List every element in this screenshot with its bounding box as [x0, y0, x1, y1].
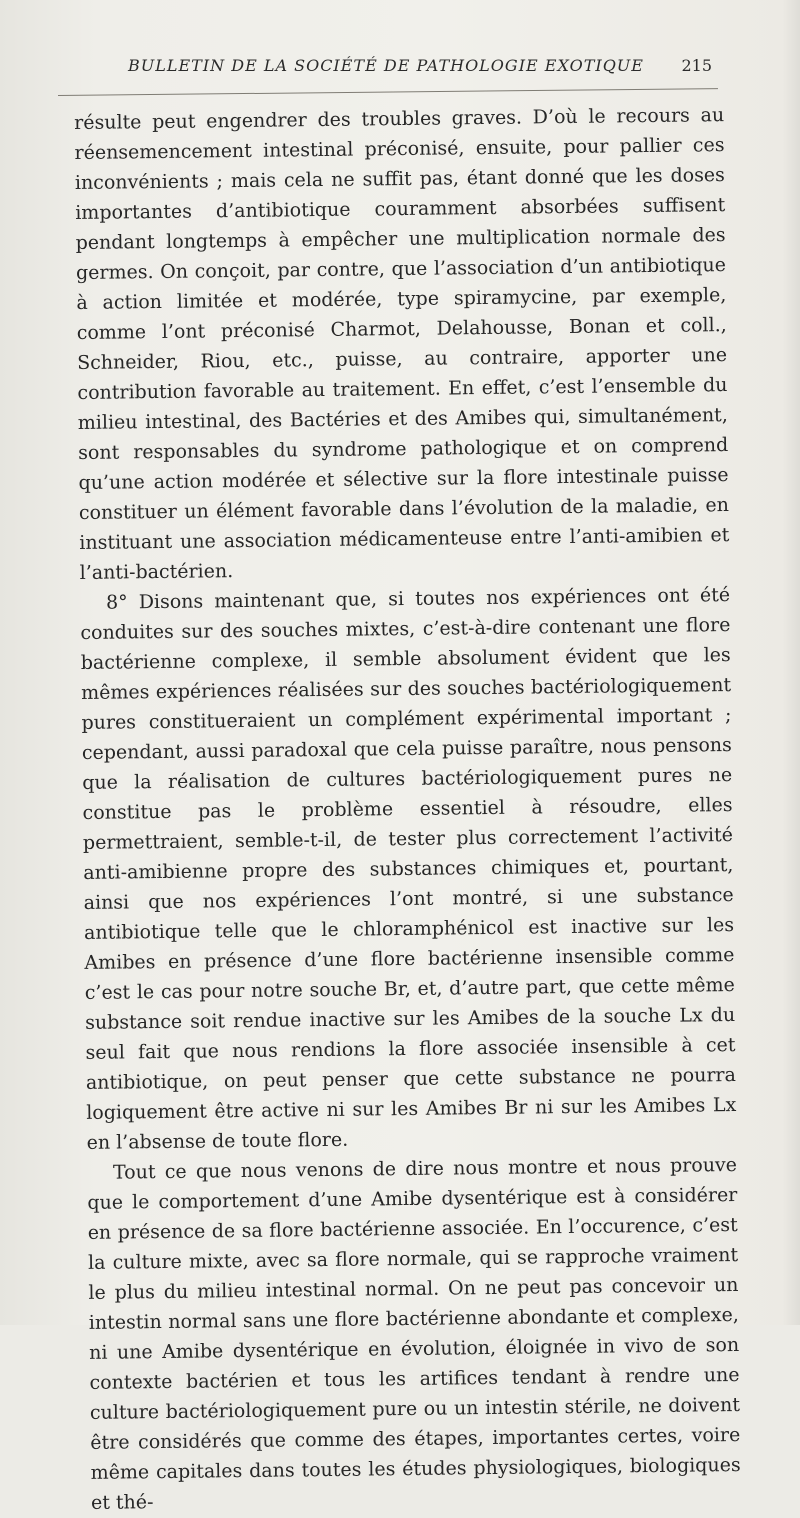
running-title: BULLETIN DE LA SOCIÉTÉ DE PATHOLOGIE EXOTIQUE: [128, 56, 644, 75]
paragraph-1: résulte peut engendrer des troubles graves. D’où le recours au réensemencement intestinal préconisé, ensuite, pour pallier ces inconvénients ; mais cela ne suffit pas, étant donné que les doses importantes d’antibiotique couramment absorbées suffisent pendant longtemps à empêcher une multiplication normale des germes. On conçoit, par contre, que l’association d’un antibiotique à action limitée et modérée, type spiramycine, par exemple, comme l’ont préconisé Charmot, Delahousse, Bonan et coll., Schneider, Riou, etc., puisse, au contraire, apporter une contribution favorable au traitement. En effet, c’est l’ensemble du milieu intestinal, des Bactéries et des Amibes qui, simultanément, sont responsables du syndrome pathologique et on comprend qu’une action modérée et sélective sur la flore intestinale puisse constituer un élément favorable dans l’évolution de la maladie, en instituant une association médicamenteuse entre l’anti-amibien et l’anti-bactérien.: [74, 104, 730, 584]
page-number: 215: [681, 56, 712, 75]
body-text: [74, 100, 741, 1514]
header-rule: [58, 88, 718, 96]
paragraph-2: 8° Disons maintenant que, si toutes nos expériences ont été conduites sur des souches mixtes, c’est-à-dire contenant une flore bactérienne complexe, il semble absolument évident que les mêmes expériences réalisées sur des souches bactériologiquement pures constitueraient un complément expérimental important ; cependant, aussi paradoxal que cela puisse paraître, nous pensons que la réalisation de cultures bactériologiquement pures ne constitue pas le problème essentiel à résoudre, elles permettraient, semble-t-il, de tester plus correctement l’activité anti-amibienne propre des substances chimiques et, pourtant, ainsi que nos expériences l’ont montré, si une substance antibiotique telle que le chloramphénicol est inactive sur les Amibes en présence d’une flore bactérienne insensible comme c’est le cas pour notre souche Br, et, d’autre part, que cette même substance soit rendue inactive sur les Amibes de la souche Lx du seul fait que nous rendions la flore associée insensible à cet antibiotique, on peut penser que cette substance ne pourra logiquement être active ni sur les Amibes Br ni sur les Amibes Lx en l’absense de toute flore.: [80, 584, 737, 1154]
paragraph-3: Tout ce que nous venons de dire nous montre et nous prouve que le comportement d’une Amibe dysentérique est à considérer en présence de sa flore bactérienne associée. En l’occurence, c’est la culture mixte, avec sa flore normale, qui se rapproche vraiment le plus du milieu intestinal normal. On ne peut pas concevoir un intestin normal sans une flore bactérienne abondante et complexe, ni une Amibe dysentérique en évolution, éloignée in vivo de son contexte bactérien et tous les artifices tendant à rendre une culture bactériologiquement pure ou un intestin stérile, ne doivent être considérés que comme des étapes, importantes certes, voire même capitales dans toutes les études physiologiques, biologiques et thé-: [87, 1153, 741, 1514]
page-header: [58, 56, 720, 82]
